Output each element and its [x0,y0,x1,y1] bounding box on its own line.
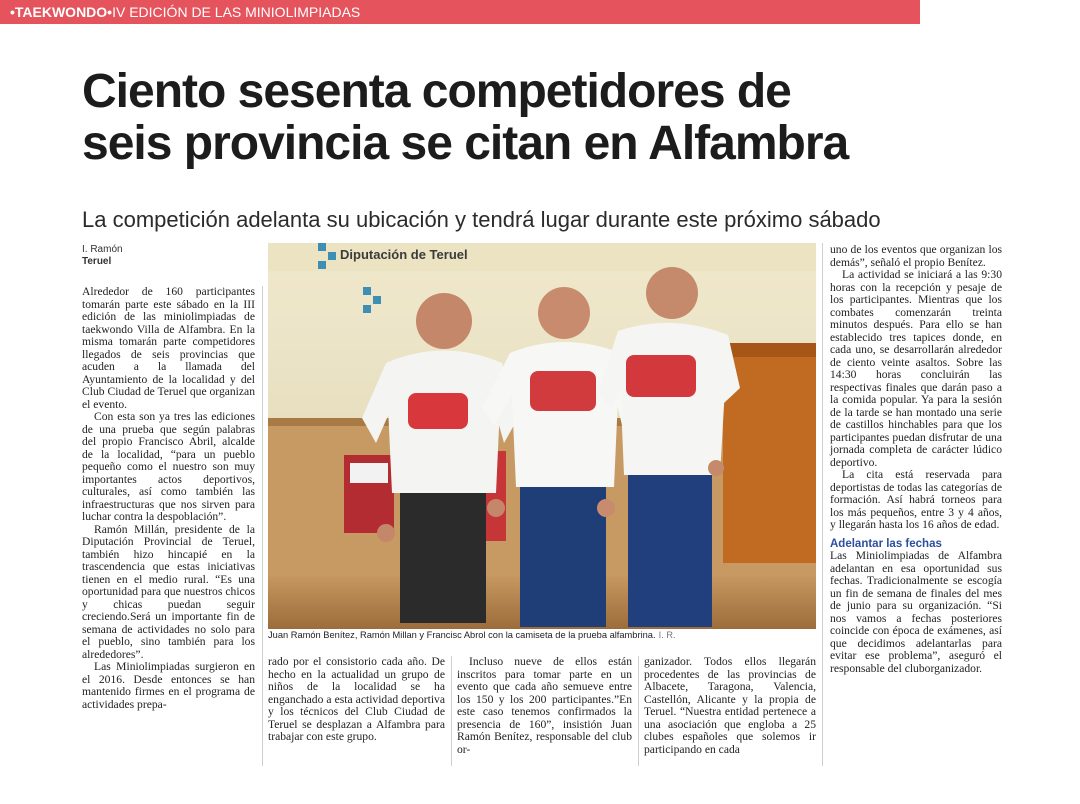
photo-caption [268,630,816,640]
paragraph: Alrededor de 160 participantes tomarán parte este sábado en la III edición de las miniolimpiadas de taekwondo Villa de Alfambra. En la misma tomarán parte competidores llegados de seis provincias que acuden a la llamada del Ayuntamiento de la localidad y del Club Ciudad de Teruel que organizan el evento. [82,285,255,411]
byline-place: Teruel [82,256,112,267]
article-column-3 [457,656,632,756]
caption-credit: I. R. [658,630,676,640]
subheadline: La competición adelanta su ubicación y tendrá lugar durante este próximo sábado [82,207,881,232]
paragraph: ganizador. Todos ellos llegarán procedentes de las provincias de Albacete, Taragona, Valencia, Castellón, Alicante y la propia de Teruel. “Nuestra entidad pertenece a una asociación que engloba a 25 clubes españoles que solemos ir participando en cada [644,655,816,756]
article-photo [268,243,816,629]
byline [82,244,123,268]
section-category: •TAEKWONDO• [10,4,113,20]
paragraph: Con esta son ya tres las ediciones de una prueba que según palabras del propio Francisco Abril, alcalde de la localidad, “para un pueblo pequeño como el nuestro son muy importantes actos deportivos, culturales, así como también las infraestructuras que nos sirven para luchar contra la despoblación”. [82,410,255,523]
article-column-4 [644,656,816,756]
section-subcategory: IV EDICIÓN DE LAS MINIOLIMPIADAS [112,4,361,20]
column-divider [822,243,823,766]
article-column-1 [82,286,255,711]
article-column-5 [830,244,1002,675]
headline-line-1: Ciento sesenta competidores de [82,65,791,118]
headline-line-2: seis provincia se citan en Alfambra [82,117,849,170]
section-bar [0,0,920,24]
column-divider [638,656,639,766]
paragraph: La cita está reservada para deportistas de todas las categorías de formación. Así habrá torneos para los más pequeños, entre 3 y 4 años, y llegarán hasta los 16 años de edad. [830,468,1002,531]
paragraph: La actividad se iniciará a las 9:30 horas con la recepción y pesaje de los participantes. Mientras que los combates comenzarán treinta minutos después. Para ello se han establecido tres tapices donde, en cada uno, se desarrollarán alrededor de ciento veinte asaltos. Sobre las 14:30 horas concluirán las respectivas finales que darán paso a la comida popular. Ya para la sesión de la tarde se han montado una serie de castillos hinchables para que los participantes puedan disfrutar de una jornada completa de carácter lúdico deportivo. [830,268,1002,469]
caption-text: Juan Ramón Benítez, Ramón Millan y Francisc Abrol con la camiseta de la prueba alfambrina. [268,630,656,640]
article-column-2 [268,656,445,744]
paragraph: Las Miniolimpiadas de Alfambra adelantan en esa oportunidad sus fechas. Tradicionalmente se escogía un fin de semana de finales del mes de junio para su organización. “Si nos vamos a fechas posteriores coincide con época de exámenes, así que decidimos adelantarlas para evitar ese problema”, aseguró el responsable del cluborganizador. [830,549,1002,675]
paragraph: Incluso nueve de ellos están inscritos para tomar parte en un evento que cada año semueve entre los 150 y los 200 participantes.”En este caso tenemos confirmados la presencia de 160”, insistión Juan Ramón Benítez, responsable del club or- [457,655,632,756]
photo-banner-text: Diputación de Teruel [340,247,468,262]
column-divider [451,656,452,766]
byline-author: I. Ramón [82,244,123,255]
paragraph: Las Miniolimpiadas surgieron en el 2016. Desde entonces se han mantenido firmes en el programa de actividades prepa- [82,660,255,711]
article-subheading: Adelantar las fechas [830,537,942,550]
photo-illustration [268,243,816,629]
paragraph: rado por el consistorio cada año. De hecho en la actualidad un grupo de niños de la localidad se ha enganchado a esta actividad deportiva y los técnicos del Club Ciudad de Teruel se desplazan a Alfambra para trabajar con este grupo. [268,655,445,743]
column-divider [262,286,263,766]
paragraph: uno de los eventos que organizan los demás”, señaló el propio Benítez. [830,243,1002,269]
section-label [10,4,360,20]
headline [82,66,1017,170]
paragraph: Ramón Millán, presidente de la Diputación Provincial de Teruel, también hizo hincapié en la trascendencia que estas iniciativas tienen en el medio rural. “Es una oportunidad para que nuestros chicos y chicas puedan seguir creciendo.Será un importante fin de semana de actividades no solo para el pueblo, sino también para los alrededores”. [82,522,255,661]
